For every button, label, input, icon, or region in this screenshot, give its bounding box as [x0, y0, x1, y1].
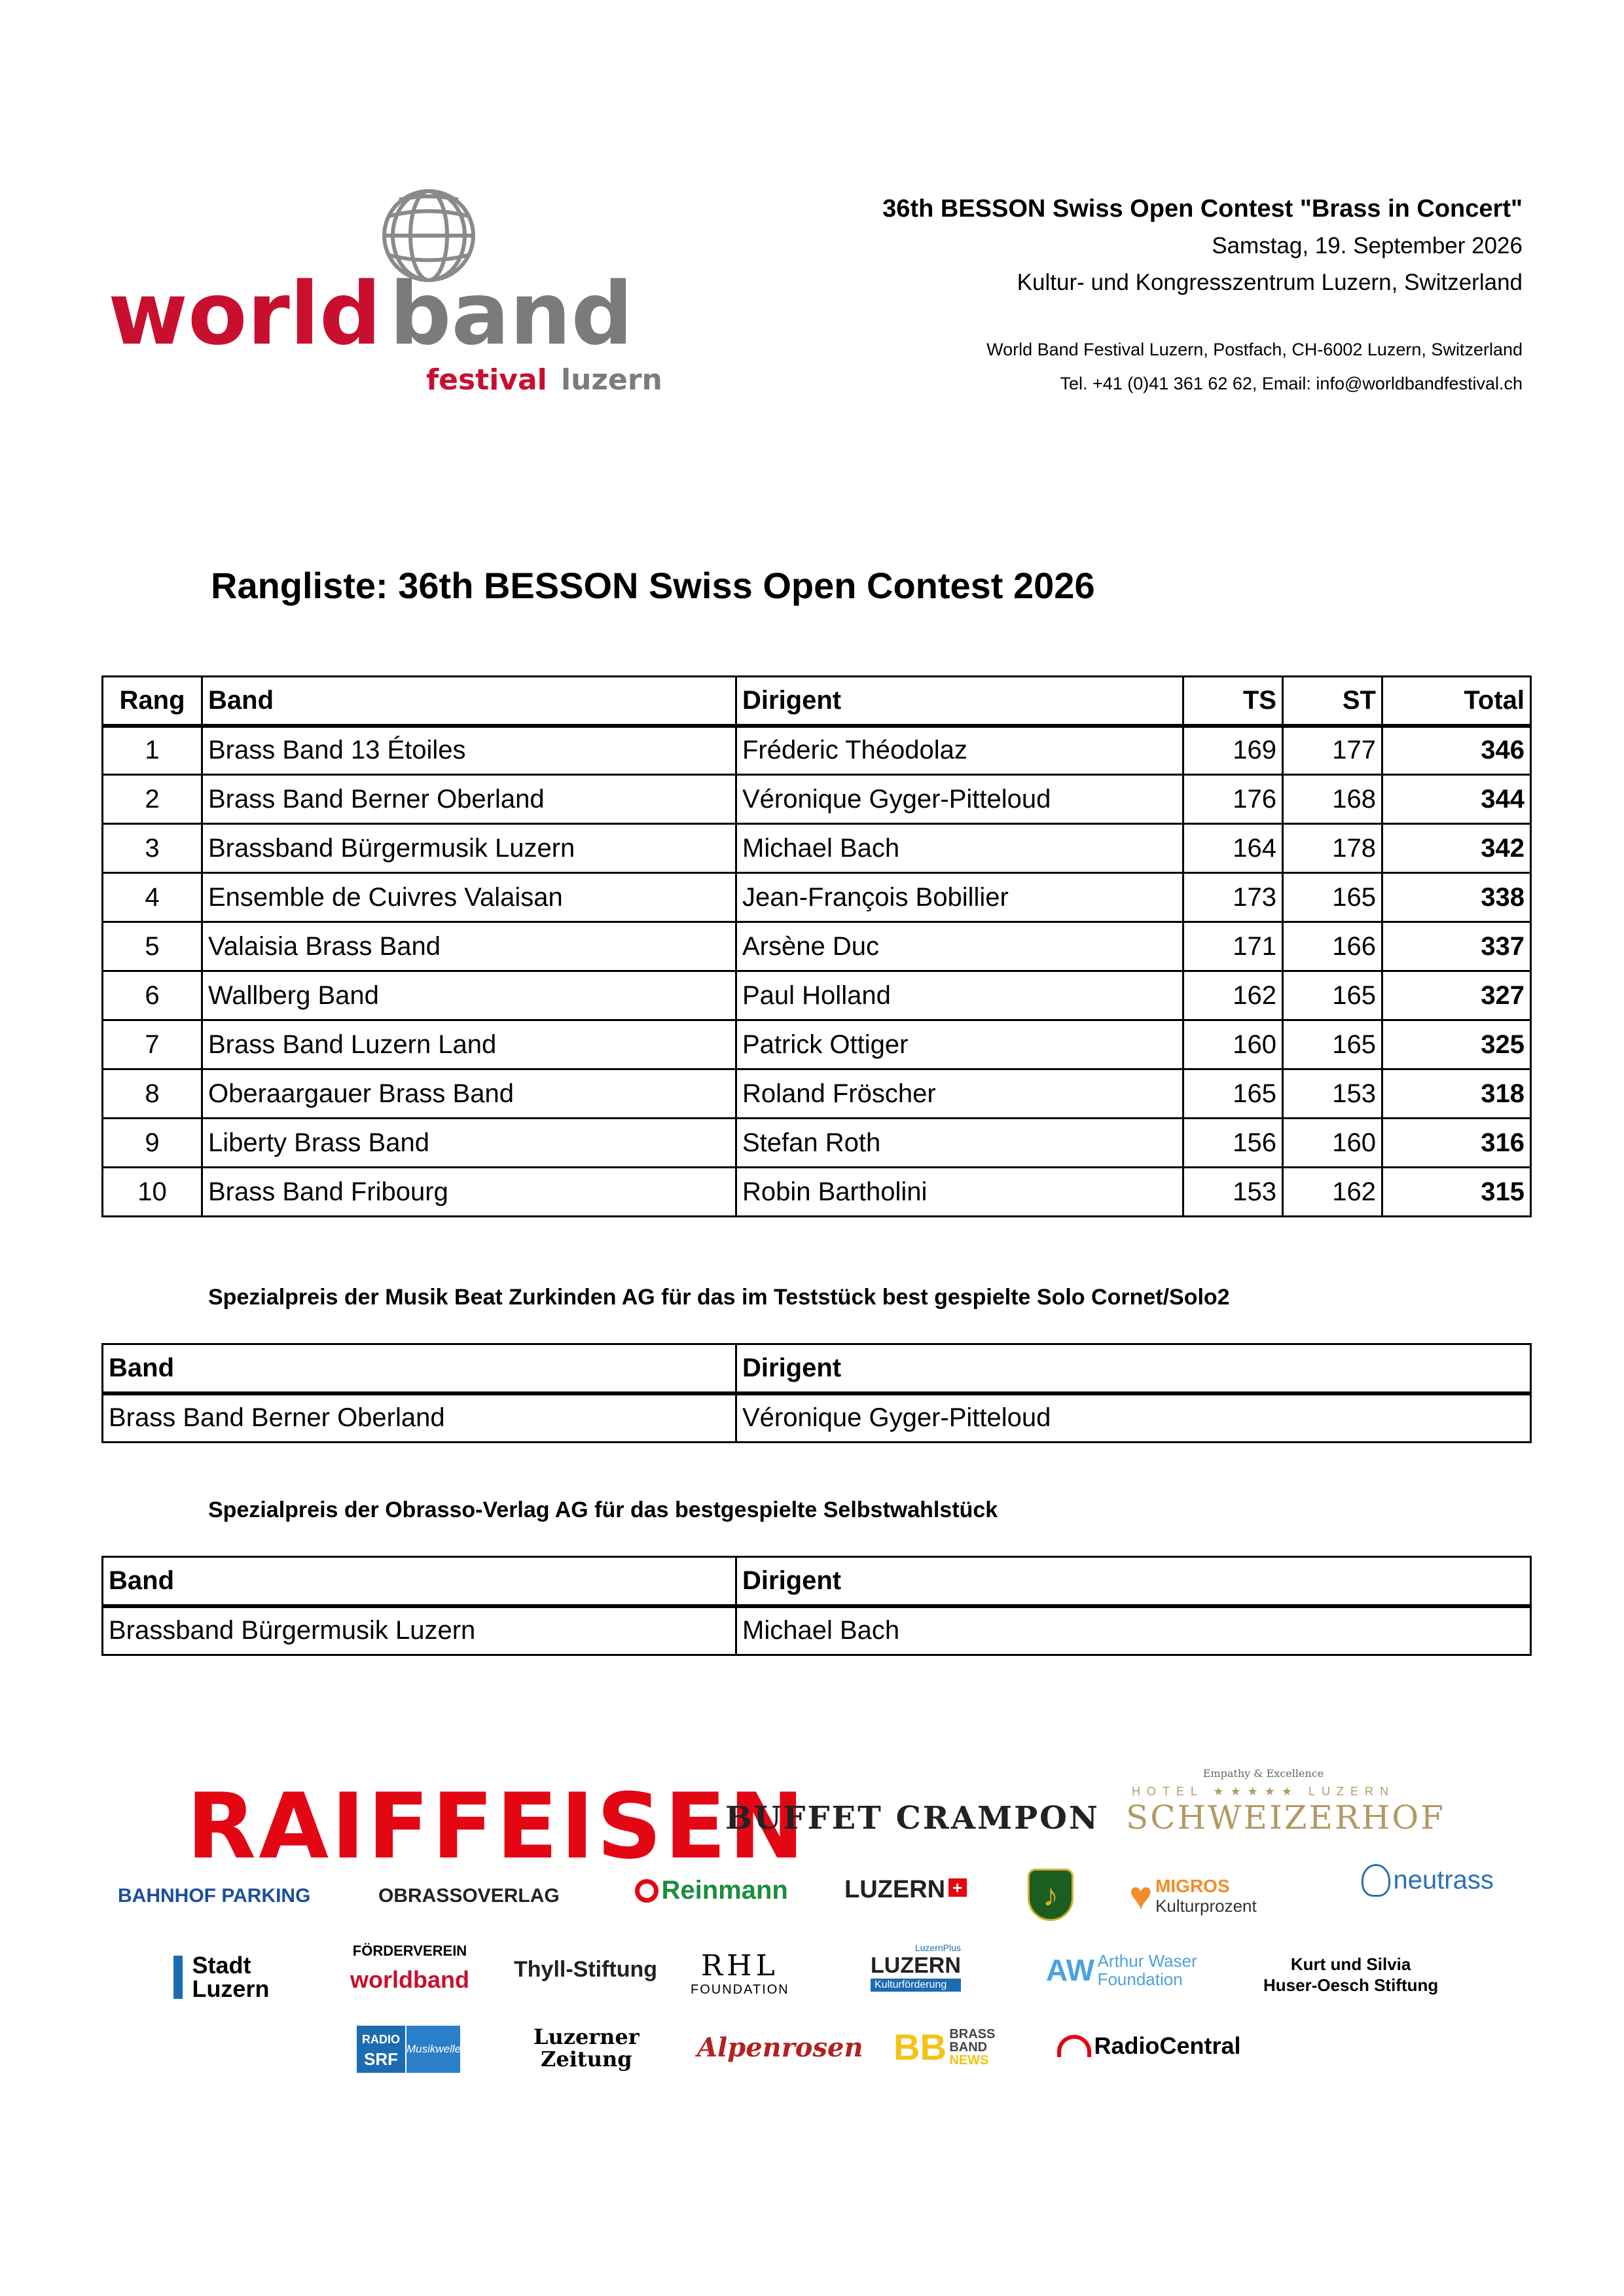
sponsor-rhl-foundation-logo: [691, 1949, 789, 1998]
st-cell: 165: [1283, 873, 1382, 922]
rang-cell: 1: [103, 726, 202, 775]
dirigent-cell: Véronique Gyger-Pitteloud: [736, 775, 1183, 824]
rhl-sub-text: FOUNDATION: [691, 1982, 789, 1997]
sponsor-brass-band-news-logo: [893, 2026, 995, 2068]
luzern-plus-sub: Kulturförderung: [871, 1979, 961, 1992]
prize1-header-row: [103, 1344, 1531, 1393]
total-cell: 327: [1382, 971, 1531, 1020]
arthur-waser-text: Arthur Waser: [1097, 1951, 1197, 1971]
st-cell: 162: [1283, 1168, 1382, 1217]
rang-cell: 2: [103, 775, 202, 824]
ts-cell: 162: [1183, 971, 1283, 1020]
sponsor-luzerner-zeitung-logo: [533, 2026, 640, 2070]
band-cell: Liberty Brass Band: [202, 1119, 736, 1168]
header-dirigent: Dirigent: [736, 677, 1183, 726]
table-row: [103, 922, 1531, 971]
sponsor-arthur-waser-logo: [1046, 1952, 1197, 1988]
header-ts: TS: [1183, 677, 1283, 726]
musikwelle-text: Musikwelle: [406, 2026, 460, 2073]
prize2-header-row: [103, 1557, 1531, 1606]
table-row: [103, 1168, 1531, 1217]
band-cell: Wallberg Band: [202, 971, 736, 1020]
owl-icon: [1362, 1864, 1390, 1897]
sponsor-thyll-stiftung-logo: Thyll-Stiftung: [514, 1957, 658, 1982]
band-cell: Brass Band 13 Étoiles: [202, 726, 736, 775]
rang-cell: 6: [103, 971, 202, 1020]
luzern-plus-text: LUZERN: [871, 1953, 961, 1978]
total-cell: 337: [1382, 922, 1531, 971]
sponsor-neutrass-logo: [1362, 1864, 1494, 1897]
page-title: Rangliste: 36th BESSON Swiss Open Contest 2026: [211, 565, 1095, 606]
header-rang: Rang: [103, 677, 202, 726]
luzern-plus-tag: LuzernPlus: [914, 1943, 961, 1953]
contact-block: [672, 332, 1523, 401]
sponsor-radio-srf-logo: [357, 2026, 460, 2073]
prize2-dirigent-cell: Michael Bach: [736, 1606, 1531, 1655]
bahnhof-parking-text: BAHNHOF PARKING: [118, 1885, 311, 1907]
prize2-band-cell: Brassband Bürgermusik Luzern: [103, 1606, 736, 1655]
rang-cell: 5: [103, 922, 202, 971]
band-cell: Oberaargauer Brass Band: [202, 1069, 736, 1119]
logo-sub-luzern: luzern: [561, 363, 662, 397]
rang-cell: 7: [103, 1020, 202, 1069]
st-cell: 168: [1283, 775, 1382, 824]
prize1-header-dirigent: Dirigent: [736, 1344, 1531, 1393]
dirigent-cell: Stefan Roth: [736, 1119, 1183, 1168]
rang-cell: 4: [103, 873, 202, 922]
bbn-news-text: NEWS: [949, 2053, 989, 2068]
header-total: Total: [1382, 677, 1531, 726]
table-row: [103, 775, 1531, 824]
sponsor-luzern-logo: [844, 1876, 967, 1904]
st-cell: 178: [1283, 824, 1382, 873]
table-row: [103, 1606, 1531, 1655]
table-row: [103, 1069, 1531, 1119]
total-cell: 344: [1382, 775, 1531, 824]
radio-srf-radio-text: RADIO: [362, 2033, 400, 2046]
migros-text: MIGROS: [1155, 1875, 1230, 1896]
prize1-dirigent-cell: Véronique Gyger-Pitteloud: [736, 1393, 1531, 1443]
huser-oesch-line1: Kurt und Silvia: [1290, 1954, 1411, 1974]
ts-cell: 176: [1183, 775, 1283, 824]
sponsor-reinmann-logo: [635, 1876, 788, 1905]
radio-central-arc-icon: [1057, 2035, 1091, 2057]
ts-cell: 164: [1183, 824, 1283, 873]
ts-cell: 156: [1183, 1119, 1283, 1168]
ts-cell: 160: [1183, 1020, 1283, 1069]
bbn-brass-text: BRASS: [949, 2026, 996, 2041]
ts-cell: 169: [1183, 726, 1283, 775]
contest-title: 36th BESSON Swiss Open Contest "Brass in Concert": [882, 195, 1523, 223]
dirigent-cell: Arsène Duc: [736, 922, 1183, 971]
rang-cell: 10: [103, 1168, 202, 1217]
luzern-city-text: Luzern: [192, 1975, 270, 2002]
rang-cell: 8: [103, 1069, 202, 1119]
contest-info: [672, 190, 1523, 401]
heart-icon: ♥: [1129, 1874, 1153, 1918]
table-row: [103, 726, 1531, 775]
table-row: [103, 1393, 1531, 1443]
radio-srf-srf-text: SRF: [364, 2049, 398, 2069]
swiss-cross-icon: +: [948, 1878, 967, 1897]
total-cell: 318: [1382, 1069, 1531, 1119]
logo-word-world: world: [108, 264, 382, 365]
sponsor-foerderverein-logo: [350, 1943, 469, 1994]
schweizerhof-name: SCHWEIZERHOF: [1126, 1799, 1445, 1837]
ts-cell: 165: [1183, 1069, 1283, 1119]
total-cell: 346: [1382, 726, 1531, 775]
sponsor-bahnhof-parking-logo: [118, 1885, 310, 1907]
st-cell: 153: [1283, 1069, 1382, 1119]
dirigent-cell: Patrick Ottiger: [736, 1020, 1183, 1069]
bbn-emblem-icon: BB: [893, 2026, 947, 2068]
neutrass-text: neutrass: [1393, 1865, 1494, 1895]
band-cell: Brassband Bürgermusik Luzern: [202, 824, 736, 873]
band-cell: Brass Band Luzern Land: [202, 1020, 736, 1069]
reinmann-swirl-icon: [635, 1879, 659, 1903]
rang-cell: 3: [103, 824, 202, 873]
schweizerhof-hotel: HOTEL ★★★★★ LUZERN: [1131, 1785, 1396, 1798]
schweizerhof-tagline: Empathy & Excellence: [1202, 1767, 1324, 1780]
prize1-header-band: Band: [103, 1344, 736, 1393]
band-cell: Brass Band Fribourg: [202, 1168, 736, 1217]
st-cell: 165: [1283, 1020, 1382, 1069]
contest-venue: Kultur- und Kongresszentrum Luzern, Switzerland: [1017, 270, 1523, 295]
total-cell: 342: [1382, 824, 1531, 873]
header-band: Band: [202, 677, 736, 726]
contact-address: World Band Festival Luzern, Postfach, CH-6002 Luzern, Switzerland: [986, 340, 1523, 359]
migros-sub-text: Kulturprozent: [1155, 1895, 1257, 1916]
prize2-heading: Spezialpreis der Obrasso-Verlag AG für das bestgespielte Selbstwahlstück: [208, 1498, 998, 1522]
sponsor-migros-logo: [1129, 1873, 1257, 1918]
sponsor-stadt-luzern-logo: [173, 1954, 269, 2001]
stadt-text: Stadt: [192, 1952, 251, 1979]
worldband-logo-graphic: [108, 187, 697, 403]
logo-sub-festival: festival: [426, 363, 547, 397]
prize1-band-cell: Brass Band Berner Oberland: [103, 1393, 736, 1443]
band-cell: Brass Band Berner Oberland: [202, 775, 736, 824]
total-cell: 316: [1382, 1119, 1531, 1168]
sponsor-raiffeisen-logo: RAIFFEISEN: [187, 1774, 807, 1879]
table-row: [103, 873, 1531, 922]
foerderverein-worldband-text: worldband: [350, 1966, 469, 1993]
band-cell: Ensemble de Cuivres Valaisan: [202, 873, 736, 922]
dirigent-cell: Roland Fröscher: [736, 1069, 1183, 1119]
ts-cell: 173: [1183, 873, 1283, 922]
arthur-waser-aw-icon: AW: [1046, 1953, 1095, 1987]
dirigent-cell: Robin Bartholini: [736, 1168, 1183, 1217]
st-cell: 177: [1283, 726, 1382, 775]
sponsor-luzern-plus-logo: [871, 1943, 961, 1992]
band-cell: Valaisia Brass Band: [202, 922, 736, 971]
ts-cell: 171: [1183, 922, 1283, 971]
sponsor-alpenrosen-logo: Alpenrosen: [697, 2032, 863, 2063]
luzerner-zeitung-line2: Zeitung: [541, 2047, 632, 2072]
table-row: [103, 824, 1531, 873]
luzern-text: LUZERN: [844, 1876, 946, 1903]
ranking-header-row: [103, 677, 1531, 726]
total-cell: 338: [1382, 873, 1531, 922]
prize2-header-band: Band: [103, 1557, 736, 1606]
sponsor-buffet-crampon-logo: BUFFET CRAMPON: [725, 1800, 1100, 1837]
st-cell: 165: [1283, 971, 1382, 1020]
dirigent-cell: Fréderic Théodolaz: [736, 726, 1183, 775]
arthur-waser-foundation-text: Foundation: [1097, 1969, 1183, 1989]
worldband-festival-logo: [108, 187, 697, 403]
rhl-text: RHL: [701, 1949, 779, 1982]
total-cell: 315: [1382, 1168, 1531, 1217]
sponsor-obrasso-logo: [378, 1885, 560, 1907]
obrasso-text: OBRASSOVERLAG: [378, 1885, 560, 1907]
contact-phone-email: Tel. +41 (0)41 361 62 62, Email: info@worldbandfestival.ch: [1060, 374, 1523, 393]
huser-oesch-line2: Huser-Oesch Stiftung: [1263, 1975, 1439, 1995]
dirigent-cell: Michael Bach: [736, 824, 1183, 873]
reinmann-text: Reinmann: [661, 1876, 788, 1905]
dirigent-cell: Jean-François Bobillier: [736, 873, 1183, 922]
st-cell: 160: [1283, 1119, 1382, 1168]
ranking-table: [101, 675, 1532, 1217]
st-cell: 166: [1283, 922, 1382, 971]
stadt-luzern-bar-icon: [173, 1956, 183, 1999]
table-row: [103, 1020, 1531, 1069]
table-row: [103, 971, 1531, 1020]
sponsor-schweizerhof-logo: [1126, 1767, 1445, 1837]
logo-word-band: band: [389, 264, 634, 365]
prize1-heading: Spezialpreis der Musik Beat Zurkinden AG für das im Teststück best gespielte Solo Cornet/Solo2: [208, 1285, 1230, 1310]
rang-cell: 9: [103, 1119, 202, 1168]
bbn-band-text: BAND: [949, 2039, 988, 2054]
table-row: [103, 1119, 1531, 1168]
ts-cell: 153: [1183, 1168, 1283, 1217]
prize1-table: [101, 1343, 1532, 1443]
prize2-header-dirigent: Dirigent: [736, 1557, 1531, 1606]
header-st: ST: [1283, 677, 1382, 726]
dirigent-cell: Paul Holland: [736, 971, 1183, 1020]
sponsor-radio-central-logo: [1057, 2032, 1241, 2060]
music-crest-icon: ♪: [1028, 1869, 1074, 1921]
sponsor-huser-oesch-logo: [1263, 1954, 1438, 1996]
luzerner-zeitung-line1: Luzerner: [533, 2024, 640, 2049]
contest-date: Samstag, 19. September 2026: [1212, 233, 1523, 259]
radio-central-text: RadioCentral: [1094, 2032, 1241, 2059]
total-cell: 325: [1382, 1020, 1531, 1069]
prize2-table: [101, 1556, 1532, 1656]
foerderverein-text: FÖRDERVEREIN: [352, 1943, 467, 1959]
